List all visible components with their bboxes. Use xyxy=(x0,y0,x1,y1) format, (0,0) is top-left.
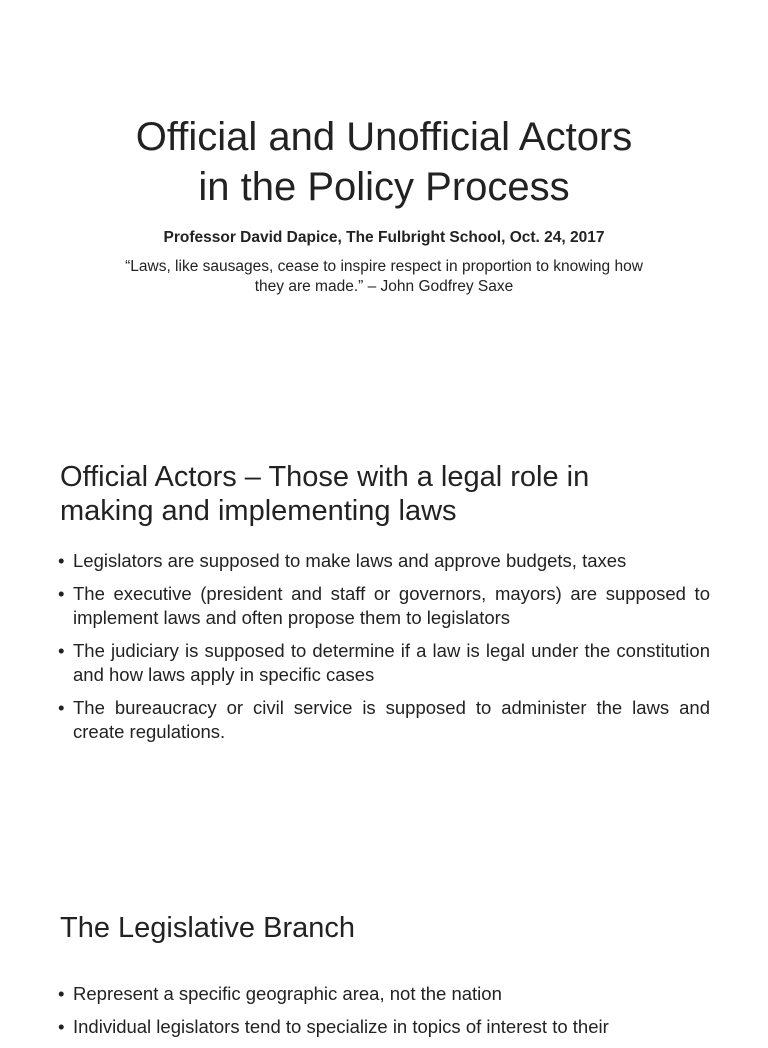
title-line-1: Official and Unofficial Actors xyxy=(135,115,633,159)
bullet-item: • Individual legislators tend to specialize in topics of interest to their xyxy=(58,1015,710,1039)
bullet-item: • The judiciary is supposed to determine if a law is legal under the constitution and how laws apply in specific cases xyxy=(58,639,710,687)
title-line-2: in the Policy Process xyxy=(198,165,570,209)
bullet-item: • The bureaucracy or civil service is supposed to administer the laws and create regulations. xyxy=(58,696,710,744)
presentation-title xyxy=(40,112,728,212)
slide-heading: The Legislative Branch xyxy=(60,912,355,944)
slide-title xyxy=(0,0,768,432)
bullet-list xyxy=(58,982,710,1048)
bullet-item: • Legislators are supposed to make laws and approve budgets, taxes xyxy=(58,549,710,573)
bullet-item: • The executive (president and staff or governors, mayors) are supposed to implement laws and often propose them to legislators xyxy=(58,582,710,630)
presenter-line: Professor David Dapice, The Fulbright School, Oct. 24, 2017 xyxy=(163,229,605,246)
bullet-item: • Represent a specific geographic area, not the nation xyxy=(58,982,710,1006)
bullet-list xyxy=(58,549,710,753)
slide-heading: Official Actors – Those with a legal role in making and implementing laws xyxy=(60,461,590,527)
slide-legislative-branch xyxy=(0,864,768,1037)
epigraph-quote: “Laws, like sausages, cease to inspire respect in proportion to knowing how they are made.” – John Godfrey Saxe xyxy=(125,258,643,295)
subtitle-block xyxy=(60,228,708,297)
slide-official-actors xyxy=(0,432,768,864)
